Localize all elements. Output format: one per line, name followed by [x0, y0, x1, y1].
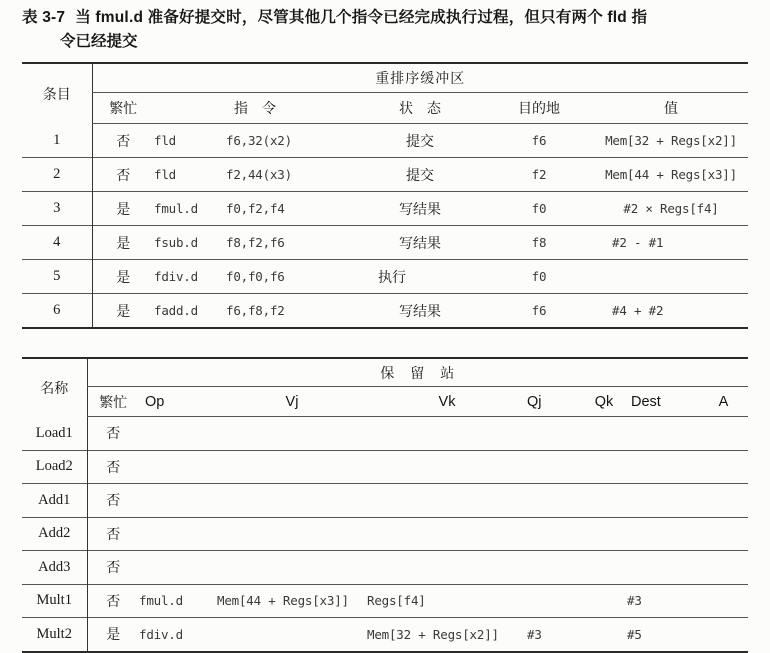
- rob-col-state: [356, 93, 484, 124]
- rob-cell-dest: f0: [531, 269, 547, 284]
- rob-cell-value: Mem[44 + Regs[x3]]: [605, 167, 737, 182]
- caption-text-line1: 当 fmul.d 准备好提交时，尽管其他几个指令已经完成执行过程，但只有两个 fld 指: [75, 9, 648, 26]
- rob-cell-dest: f6: [531, 133, 547, 148]
- rs-cell-a: [699, 551, 748, 585]
- table-row: [22, 260, 748, 294]
- rob-cell-instr: fmul.d: [154, 201, 198, 216]
- rs-group-header-row: [22, 358, 748, 387]
- table-row: [22, 192, 748, 226]
- rs-col-a-text: A: [718, 393, 729, 410]
- rob-group-header: [92, 63, 748, 93]
- rob-cell-value: #2 - #1: [612, 235, 664, 250]
- reorder-buffer-table: [22, 62, 748, 329]
- rs-cell-qj: [527, 584, 581, 618]
- rob-cell-busy: 是: [92, 260, 154, 294]
- rs-cell-vk: Regs[f4]: [367, 593, 426, 609]
- table-row: [22, 294, 748, 329]
- rs-cell-a: [699, 584, 748, 618]
- rob-cell-instr: fadd.d: [154, 303, 198, 318]
- rob-cell-state: 写结果: [399, 201, 441, 218]
- rob-cell-entry: 3: [53, 200, 61, 216]
- rob-cell-busy: 是: [92, 226, 154, 260]
- rob-cell-value: Mem[32 + Regs[x2]]: [605, 133, 737, 148]
- rs-cell-name: Mult2: [36, 625, 72, 642]
- rs-col-qk-text: Qk: [594, 393, 614, 410]
- table-row: [22, 484, 748, 518]
- rs-corner-label-text: 名称: [40, 380, 69, 397]
- rs-cell-vj: [217, 417, 367, 451]
- rs-col-qj-text: Qj: [527, 393, 542, 410]
- rs-col-qj: [527, 387, 581, 417]
- rs-cell-op: [139, 484, 217, 518]
- rob-cell-busy: 否: [92, 158, 154, 192]
- rob-cell-entry: 5: [53, 268, 61, 284]
- rob-cell-busy: 否: [92, 124, 154, 158]
- rs-cell-dest: #3: [627, 593, 642, 609]
- rs-cell-dest: [627, 484, 699, 518]
- table-row: [22, 551, 748, 585]
- rs-cell-vj: [217, 618, 367, 652]
- rob-cell-operands: f2,44(x3): [226, 167, 292, 182]
- rs-cell-qj: [527, 450, 581, 484]
- rs-cell-busy: 否: [87, 417, 139, 451]
- rob-cell-state: 执行: [378, 269, 406, 286]
- table-caption: [22, 6, 770, 30]
- rs-col-dest-text: Dest: [631, 393, 661, 410]
- rs-cell-a: [699, 517, 748, 551]
- rob-cell-dest: f6: [531, 303, 547, 318]
- rs-cell-busy: 否: [87, 517, 139, 551]
- rs-col-vk-text: Vk: [438, 393, 456, 410]
- rob-cell-state: 写结果: [399, 235, 441, 252]
- rs-cell-a: [699, 484, 748, 518]
- rs-cell-qk: [581, 484, 627, 518]
- rob-cell-state: 提交: [406, 167, 434, 184]
- rob-cell-value: #2 × Regs[f4]: [623, 201, 719, 216]
- rob-cell-busy: 是: [92, 294, 154, 329]
- rs-cell-vj: [217, 551, 367, 585]
- rs-cell-qk: [581, 618, 627, 652]
- rob-col-instruction-text: 指 令: [234, 101, 276, 117]
- rob-corner-label: [22, 63, 92, 124]
- rs-cell-dest: [627, 450, 699, 484]
- table-row: [22, 517, 748, 551]
- rob-cell-operands: f6,32(x2): [226, 133, 292, 148]
- rs-cell-busy: 否: [87, 484, 139, 518]
- rs-col-vj-text: Vj: [285, 393, 299, 410]
- rob-col-destination-text: 目的地: [518, 101, 560, 117]
- rs-cell-name: Add1: [38, 491, 71, 508]
- rob-cell-state: 写结果: [399, 303, 441, 320]
- rs-cell-a: [699, 450, 748, 484]
- rob-cell-instr: fdiv.d: [154, 269, 198, 284]
- rob-col-state-text: 状 态: [399, 101, 441, 117]
- rs-cell-vk: [367, 551, 527, 585]
- reservation-stations-table: [22, 357, 748, 653]
- rs-cell-dest: [627, 417, 699, 451]
- rs-cell-vj: [217, 517, 367, 551]
- rob-col-value: [594, 93, 748, 124]
- rs-group-header: [87, 358, 748, 387]
- rob-cell-dest: f2: [531, 167, 547, 182]
- rs-col-op-text: Op: [145, 393, 165, 410]
- rob-cell-operands: f0,f2,f4: [226, 201, 285, 216]
- rob-cell-operands: f6,f8,f2: [226, 303, 285, 318]
- rs-cell-qj: [527, 484, 581, 518]
- rs-cell-qk: [581, 584, 627, 618]
- rob-group-header-text: 重排序缓冲区: [375, 71, 466, 87]
- rob-col-busy: [92, 93, 154, 124]
- rob-cell-operands: f0,f0,f6: [226, 269, 285, 284]
- rob-col-busy-text: 繁忙: [109, 101, 138, 117]
- rs-col-op: [139, 387, 217, 417]
- rs-cell-vk: [367, 450, 527, 484]
- rs-cell-op: [139, 417, 217, 451]
- rs-cell-name: Mult1: [36, 592, 72, 609]
- rs-cell-op: [139, 450, 217, 484]
- rs-cell-busy: 否: [87, 450, 139, 484]
- rs-col-vj: [217, 387, 367, 417]
- rs-cell-vk: [367, 517, 527, 551]
- rs-cell-a: [699, 618, 748, 652]
- rs-cell-op: fdiv.d: [139, 626, 183, 642]
- rob-group-header-row: [22, 63, 748, 93]
- rs-cell-name: Load2: [35, 458, 73, 475]
- rob-cell-dest: f8: [531, 235, 547, 250]
- table-row: [22, 226, 748, 260]
- rs-col-busy: [87, 387, 139, 417]
- table-row: [22, 618, 748, 652]
- rs-col-dest: [627, 387, 699, 417]
- rob-cell-entry: 1: [53, 131, 61, 148]
- rs-cell-name: Load1: [35, 424, 73, 441]
- rob-cell-state: 提交: [406, 133, 434, 150]
- rs-cell-vj: Mem[44 + Regs[x3]]: [217, 593, 349, 609]
- rob-cell-entry: 2: [53, 166, 61, 182]
- rs-cell-name: Add2: [38, 525, 71, 542]
- rs-cell-busy: 否: [87, 584, 139, 618]
- rs-cell-op: [139, 551, 217, 585]
- rob-cell-instr: fld: [154, 167, 176, 182]
- table-row: [22, 584, 748, 618]
- rs-col-qk: [581, 387, 627, 417]
- rs-cell-qj: [527, 517, 581, 551]
- rob-cell-entry: 6: [53, 302, 61, 318]
- caption-number: 表 3-7: [22, 9, 66, 26]
- rs-cell-qj: [527, 551, 581, 585]
- table-row: [22, 158, 748, 192]
- rs-cell-vk: [367, 484, 527, 518]
- rs-cell-vj: [217, 450, 367, 484]
- rs-cell-name: Add3: [38, 558, 71, 575]
- rs-subheader-row: [22, 387, 748, 417]
- rs-cell-vj: [217, 484, 367, 518]
- rob-cell-busy: 是: [92, 192, 154, 226]
- rs-col-vk: [367, 387, 527, 417]
- rs-col-a: [699, 387, 748, 417]
- rs-cell-dest: #5: [627, 626, 642, 642]
- rs-cell-busy: 否: [87, 551, 139, 585]
- rob-col-instruction: [154, 93, 356, 124]
- rs-cell-qj: #3: [527, 626, 542, 642]
- rob-cell-instr: fsub.d: [154, 235, 198, 250]
- rob-col-destination: [484, 93, 594, 124]
- rs-cell-op: [139, 517, 217, 551]
- rs-group-header-text: 保 留 站: [380, 365, 456, 382]
- rs-corner-label: [22, 358, 87, 417]
- rob-cell-entry: 4: [53, 234, 61, 250]
- rob-cell-dest: f0: [531, 201, 547, 216]
- rob-subheader-row: [22, 93, 748, 124]
- rob-cell-value: #4 + #2: [612, 303, 664, 318]
- table-row: [22, 450, 748, 484]
- rs-cell-qk: [581, 517, 627, 551]
- rs-col-busy-text: 繁忙: [99, 394, 128, 411]
- rob-cell-instr: fld: [154, 133, 176, 148]
- rs-cell-qk: [581, 450, 627, 484]
- rs-cell-a: [699, 417, 748, 451]
- table-row: [22, 124, 748, 158]
- rs-cell-busy: 是: [87, 618, 139, 652]
- rs-cell-dest: [627, 517, 699, 551]
- rob-col-value-text: 值: [664, 101, 679, 117]
- rs-cell-vk: [367, 417, 527, 451]
- table-row: [22, 417, 748, 451]
- rob-corner-label-text: 条目: [42, 86, 71, 103]
- rs-cell-qk: [581, 551, 627, 585]
- rs-cell-qj: [527, 417, 581, 451]
- rs-cell-qk: [581, 417, 627, 451]
- rob-cell-operands: f8,f2,f6: [226, 235, 285, 250]
- rs-cell-dest: [627, 551, 699, 585]
- rob-cell-value: [594, 260, 748, 294]
- rs-cell-op: fmul.d: [139, 593, 183, 609]
- rs-cell-vk: Mem[32 + Regs[x2]]: [367, 626, 499, 642]
- caption-text-line2: 令已经提交: [60, 33, 138, 50]
